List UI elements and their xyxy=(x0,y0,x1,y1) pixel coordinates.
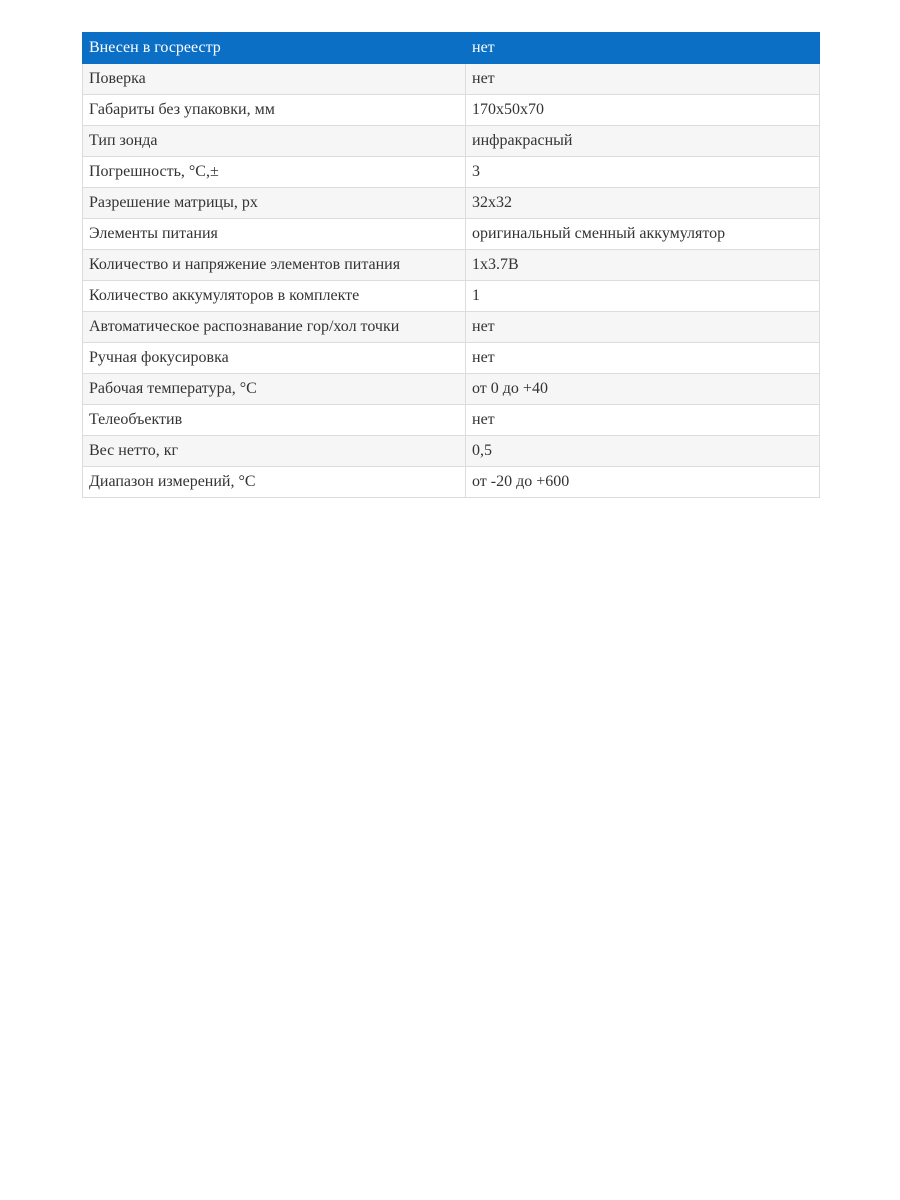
spec-value-cell: 32x32 xyxy=(466,188,820,219)
table-row xyxy=(83,188,820,219)
spec-name-cell: Погрешность, °C,± xyxy=(83,157,466,188)
table-header-row xyxy=(83,33,820,64)
table-row xyxy=(83,405,820,436)
spec-value-cell: 170x50x70 xyxy=(466,95,820,126)
spec-name-cell: Поверка xyxy=(83,64,466,95)
table-row xyxy=(83,219,820,250)
spec-name-cell: Диапазон измерений, °C xyxy=(83,467,466,498)
spec-value-cell: нет xyxy=(466,64,820,95)
table-row xyxy=(83,126,820,157)
table-row xyxy=(83,467,820,498)
spec-value-cell: 1 xyxy=(466,281,820,312)
spec-name-cell: Разрешение матрицы, px xyxy=(83,188,466,219)
spec-name-cell: Элементы питания xyxy=(83,219,466,250)
spec-name-cell: Тип зонда xyxy=(83,126,466,157)
spec-value-cell: от -20 до +600 xyxy=(466,467,820,498)
spec-value-cell: нет xyxy=(466,405,820,436)
specifications-table-body xyxy=(83,33,820,498)
table-row xyxy=(83,157,820,188)
table-row xyxy=(83,95,820,126)
table-row xyxy=(83,64,820,95)
table-row xyxy=(83,312,820,343)
header-name-cell: Внесен в госреестр xyxy=(83,33,466,64)
spec-name-cell: Ручная фокусировка xyxy=(83,343,466,374)
spec-value-cell: инфракрасный xyxy=(466,126,820,157)
spec-value-cell: оригинальный сменный аккумулятор xyxy=(466,219,820,250)
table-row xyxy=(83,250,820,281)
spec-name-cell: Телеобъектив xyxy=(83,405,466,436)
spec-name-cell: Автоматическое распознавание гор/хол точки xyxy=(83,312,466,343)
table-row xyxy=(83,281,820,312)
spec-value-cell: нет xyxy=(466,343,820,374)
table-row xyxy=(83,436,820,467)
spec-value-cell: от 0 до +40 xyxy=(466,374,820,405)
table-row xyxy=(83,343,820,374)
spec-value-cell: 1x3.7В xyxy=(466,250,820,281)
spec-name-cell: Рабочая температура, °C xyxy=(83,374,466,405)
spec-value-cell: 0,5 xyxy=(466,436,820,467)
spec-name-cell: Вес нетто, кг xyxy=(83,436,466,467)
spec-name-cell: Габариты без упаковки, мм xyxy=(83,95,466,126)
specifications-table xyxy=(82,32,820,498)
spec-value-cell: нет xyxy=(466,312,820,343)
header-value-cell: нет xyxy=(466,33,820,64)
spec-name-cell: Количество аккумуляторов в комплекте xyxy=(83,281,466,312)
spec-name-cell: Количество и напряжение элементов питания xyxy=(83,250,466,281)
table-row xyxy=(83,374,820,405)
spec-value-cell: 3 xyxy=(466,157,820,188)
